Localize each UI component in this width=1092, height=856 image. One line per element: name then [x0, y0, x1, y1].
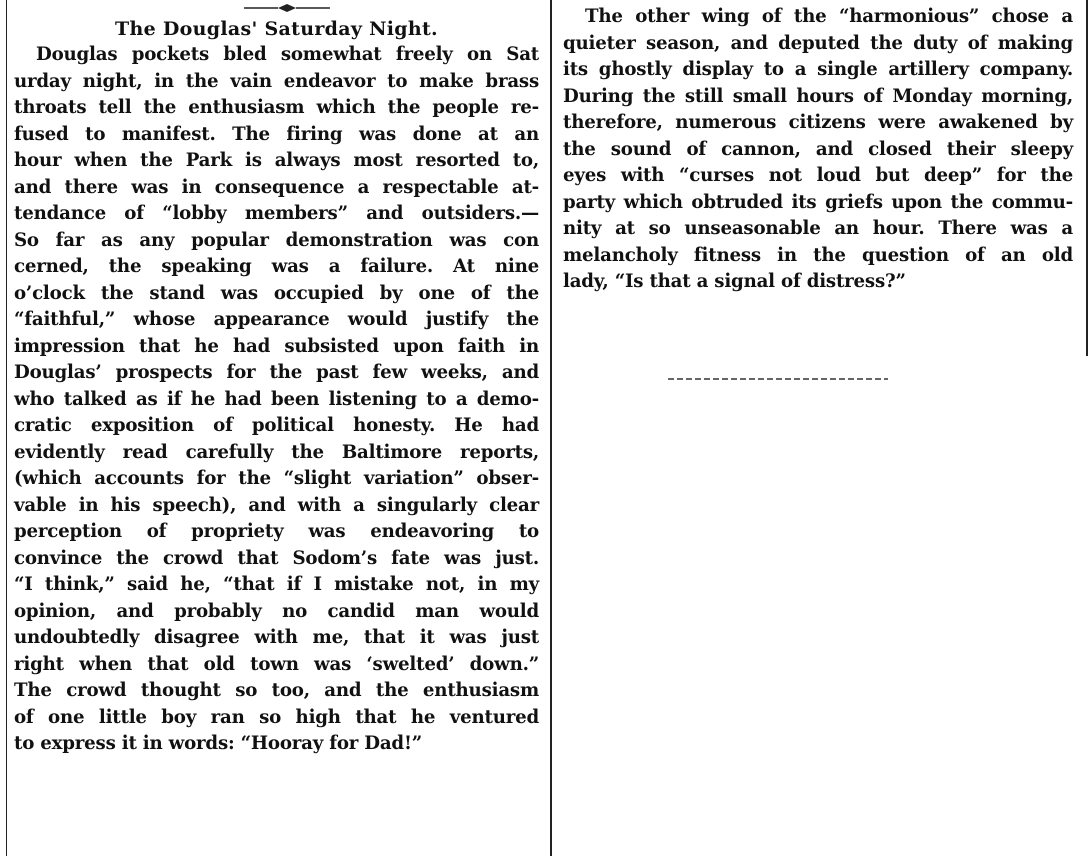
text-line: The crowd thought so too, and the enthusiasm: [14, 680, 539, 701]
text-line: its ghostly display to a single artillery company.: [563, 59, 1073, 80]
text-line: lady, “Is that a signal of distress?”: [563, 271, 906, 292]
text-line: cratic exposition of political honesty. He had: [14, 415, 539, 436]
right-border-rule: [1086, 0, 1088, 356]
text-line: right when that old town was ‘swelted’ down.”: [14, 653, 539, 675]
text-line: “I think,” said he, “that if I mistake not, in my: [14, 574, 539, 595]
text-line: of one little boy ran so high that he ventured: [14, 706, 539, 728]
text-line: the sound of cannon, and closed their sleepy: [563, 138, 1073, 160]
column-1-body: [14, 42, 539, 758]
text-line: During the still small hours of Monday morning,: [563, 85, 1073, 107]
text-line: perception of propriety was endeavoring to: [14, 521, 539, 542]
text-line: therefore, numerous citizens were awakened by: [563, 112, 1073, 133]
text-line: (which accounts for the “slight variation” obser-: [14, 468, 539, 489]
text-line: cerned, the speaking was a failure. At nine: [14, 256, 539, 277]
text-line: and there was in consequence a respectable at-: [14, 176, 539, 198]
text-line: “faithful,” whose appearance would justify the: [14, 309, 539, 330]
article-title: The Douglas' Saturday Night.: [115, 18, 438, 40]
article-column-2: [563, 4, 1073, 296]
text-line: party which obtruded its griefs upon the commu-: [563, 191, 1073, 213]
text-line: evidently read carefully the Baltimore reports,: [14, 441, 539, 463]
column-2-body: [563, 4, 1073, 296]
text-line: vable in his speech), and with a singularly clear: [14, 494, 539, 516]
article-column-1: [14, 0, 539, 758]
text-line: The other wing of the “harmonious” chose a: [585, 6, 1073, 27]
text-line: undoubtedly disagree with me, that it was just: [14, 627, 539, 648]
text-line: eyes with “curses not loud but deep” for the: [563, 165, 1073, 186]
text-line: So far as any popular demonstration was con: [14, 229, 539, 251]
column-divider-rule: [550, 0, 552, 856]
text-line: Douglas’ prospects for the past few weeks, and: [14, 362, 539, 383]
text-line: fused to manifest. The firing was done at an: [14, 123, 539, 145]
text-line: nity at so unseasonable an hour. There was a: [563, 218, 1073, 239]
text-line: who talked as if he had been listening to a demo-: [14, 388, 539, 410]
text-line: Douglas pockets bled somewhat freely on Sat: [36, 44, 539, 65]
text-line: melancholy fitness in the question of an old: [563, 244, 1073, 266]
text-line: to express it in words: “Hooray for Dad!”: [14, 733, 422, 754]
text-line: impression that he had subsisted upon faith in: [14, 335, 539, 357]
title-ornament: [244, 4, 330, 12]
text-line: throats tell the enthusiasm which the people re-: [14, 97, 539, 118]
text-line: convince the crowd that Sodom’s fate was just.: [14, 547, 539, 569]
text-line: urday night, in the vain endeavor to make brass: [14, 70, 539, 92]
text-line: quieter season, and deputed the duty of making: [563, 32, 1073, 54]
article-end-rule: [628, 376, 928, 382]
text-line: o’clock the stand was occupied by one of the: [14, 282, 539, 304]
text-line: hour when the Park is always most resorted to,: [14, 150, 539, 171]
text-line: tendance of “lobby members” and outsiders.—: [14, 203, 539, 224]
text-line: opinion, and probably no candid man would: [14, 600, 539, 622]
left-border-rule: [6, 0, 7, 856]
